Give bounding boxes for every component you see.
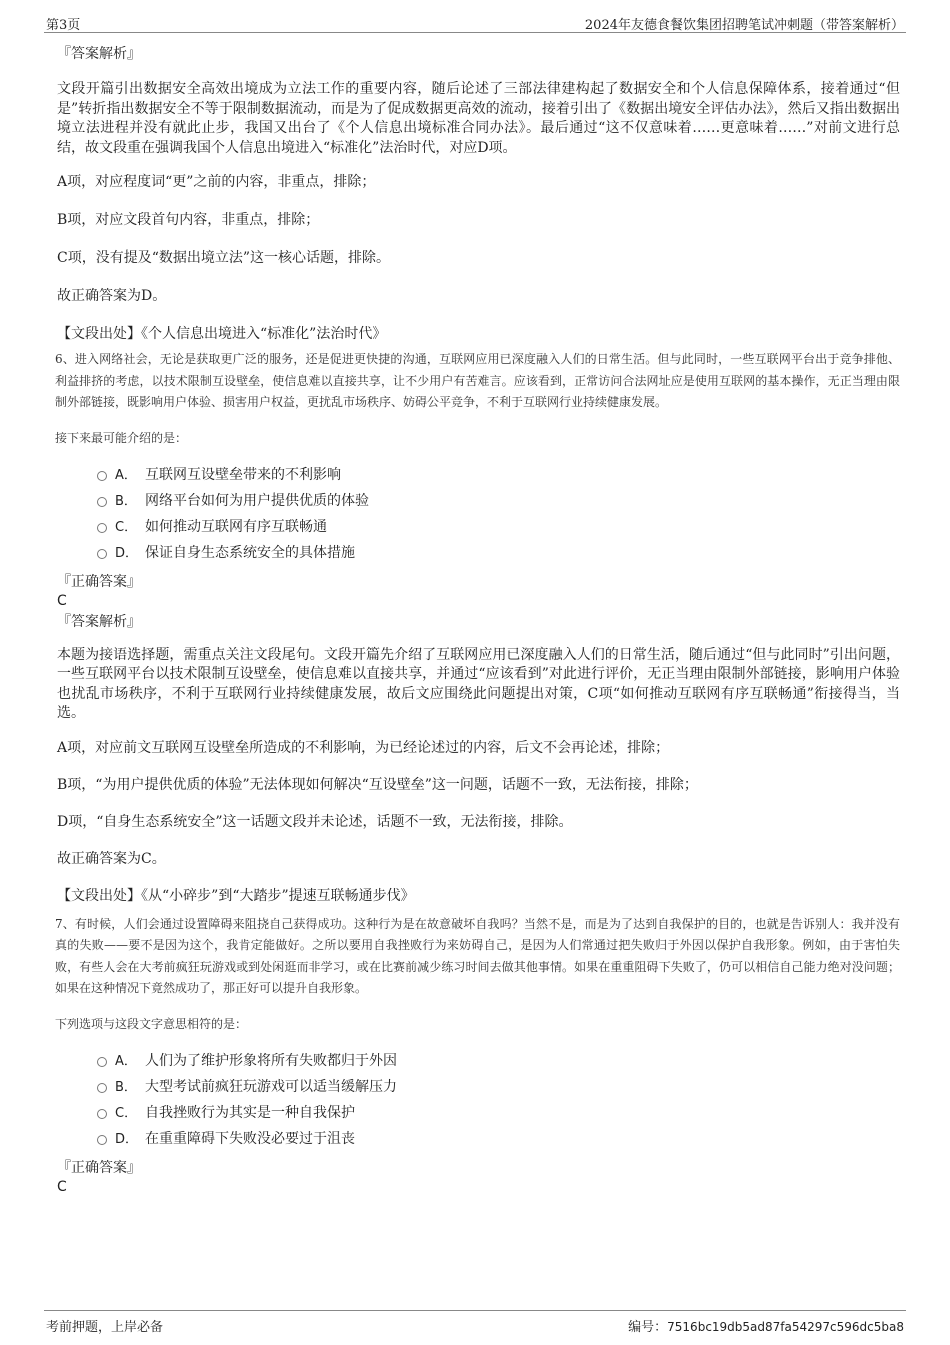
analysis-label: 『答案解析』	[57, 46, 141, 62]
analysis-text: 文段开篇引出数据安全高效出境成为立法工作的重要内容，随后论述了三部法律建构起了数据安全和个人信息保障体系，接着通过“但是”转折指出数据安全不等于限制数据流动，而是为了促成数据更高效的流动，接着引出了《数据出境安全评估办法》，然后又指出数据出境立法进程并没有就此止步，我国又出台了《个人信息出境标准合同办法》。最后通过“这不仅意味着……更意味着……”对前文进行总结，故文段重在强调我国个人信息出境进入“标准化”法治时代，对应D项。	[57, 81, 900, 156]
radio-icon[interactable]	[97, 523, 107, 533]
passage-source: 【文段出处】《个人信息出境进入“标准化”法治时代》	[57, 326, 387, 342]
document-title: 2024年友德食餐饮集团招聘笔试冲刺题（带答案解析）	[584, 18, 904, 33]
answer-label: 『正确答案』	[57, 1159, 141, 1176]
answer-label: 『正确答案』	[57, 573, 141, 590]
correct-answer: C	[57, 592, 67, 609]
question-7-choice-c[interactable]: C． 自我挫败行为其实是一种自我保护	[95, 1100, 900, 1126]
correct-answer: C	[57, 1178, 67, 1195]
analysis-label: 『答案解析』	[57, 613, 141, 630]
analysis-option-d: D项，“自身生态系统安全”这一话题文段并未论述，话题不一致，无法衔接，排除。	[57, 813, 573, 830]
question-7-choice-b[interactable]: B． 大型考试前疯狂玩游戏可以适当缓解压力	[95, 1074, 900, 1100]
radio-icon[interactable]	[97, 1057, 107, 1067]
radio-icon[interactable]	[97, 471, 107, 481]
analysis-option-c: C项，没有提及“数据出境立法”这一核心话题，排除。	[57, 250, 391, 266]
question-7-prompt: 下列选项与这段文字意思相符的是：	[55, 1016, 248, 1031]
question-7-choices	[95, 1048, 900, 1152]
question-7-choice-a[interactable]: A． 人们为了维护形象将所有失败都归于外因	[95, 1048, 900, 1074]
analysis-text: 本题为接语选择题，需重点关注文段尾句。文段开篇先介绍了互联网应用已深度融入人们的日常生活，随后通过“但与此同时”引出问题，一些互联网平台以技术限制互设壁垒，使信息难以直接共享，并通过“应该看到”对此进行评价，无正当理由限制外部链接，影响用户体验也扰乱市场秩序，不利于互联网行业持续健康发展，故后文应围绕此问题提出对策，C项“如何推动互联网有序互联畅通”衔接得当，当选。	[57, 646, 900, 721]
document-id	[628, 1316, 904, 1335]
analysis-option-a: A项，对应程度词“更”之前的内容，非重点，排除；	[57, 174, 376, 190]
page-number: 第3页	[46, 18, 81, 33]
radio-icon[interactable]	[97, 1083, 107, 1093]
question-6-choice-d[interactable]: D． 保证自身生态系统安全的具体措施	[95, 540, 900, 566]
page-header	[44, 12, 906, 33]
radio-icon[interactable]	[97, 1109, 107, 1119]
document-id-label: 编号：	[628, 1320, 668, 1335]
question-6-choice-a[interactable]: A． 互联网互设壁垒带来的不利影响	[95, 462, 900, 488]
question-6-text: 6、进入网络社会，无论是获取更广泛的服务，还是促进更快捷的沟通，互联网应用已深度融入人们的日常生活。但与此同时，一些互联网平台出于竞争排他、利益排挤的考虑，以技术限制互设壁垒，使信息难以直接共享，让不少用户有苦难言。应该看到，正常访问合法网址应是使用互联网的基本操作，无正当理由限制外部链接，既影响用户体验、损害用户权益，更扰乱市场秩序、妨碍公平竞争，不利于互联网行业持续健康发展。	[55, 352, 900, 409]
document-id-value: 7516bc19db5ad87fa54297c596dc5ba8	[667, 1320, 904, 1334]
passage-source: 【文段出处】《从“小碎步”到“大踏步”提速互联畅通步伐》	[57, 887, 415, 904]
analysis-option-b: B项，对应文段首句内容，非重点，排除；	[57, 212, 320, 228]
analysis-option-b: B项，“为用户提供优质的体验”无法体现如何解决“互设壁垒”这一问题，话题不一致，无法衔接，排除；	[57, 776, 698, 793]
analysis-option-a: A项，对应前文互联网互设壁垒所造成的不利影响，为已经论述过的内容，后文不会再论述，排除；	[57, 739, 670, 756]
question-7-choice-d[interactable]: D． 在重重障碍下失败没必要过于沮丧	[95, 1126, 900, 1152]
analysis-conclusion: 故正确答案为C。	[57, 850, 166, 867]
radio-icon[interactable]	[97, 549, 107, 559]
question-6-choices	[95, 462, 900, 566]
question-6-prompt: 接下来最可能介绍的是：	[55, 430, 188, 445]
radio-icon[interactable]	[97, 1135, 107, 1145]
footer-slogan: 考前押题，上岸必备	[46, 1320, 164, 1335]
question-7-text: 7、有时候，人们会通过设置障碍来阻挠自己获得成功。这种行为是在故意破坏自我吗？当然不是，而是为了达到自我保护的目的，也就是告诉别人：我并没有真的失败——要不是因为这个，我肯定能做好。之所以要用自我挫败行为来妨碍自己，是因为人们常通过把失败归于外因以保护自我形象。例如，由于害怕失败，有些人会在大考前疯狂玩游戏或到处闲逛而非学习，或在比赛前减少练习时间去做其他事情。如果在重重阻碍下失败了，仍可以相信自己能力绝对没问题；如果在这种情况下竟然成功了，那正好可以提升自我形象。	[55, 916, 900, 995]
page-content	[55, 44, 900, 1196]
question-6-choice-c[interactable]: C． 如何推动互联网有序互联畅通	[95, 514, 900, 540]
question-6-choice-b[interactable]: B． 网络平台如何为用户提供优质的体验	[95, 488, 900, 514]
radio-icon[interactable]	[97, 497, 107, 507]
analysis-conclusion: 故正确答案为D。	[57, 288, 167, 304]
page-footer	[44, 1310, 906, 1335]
